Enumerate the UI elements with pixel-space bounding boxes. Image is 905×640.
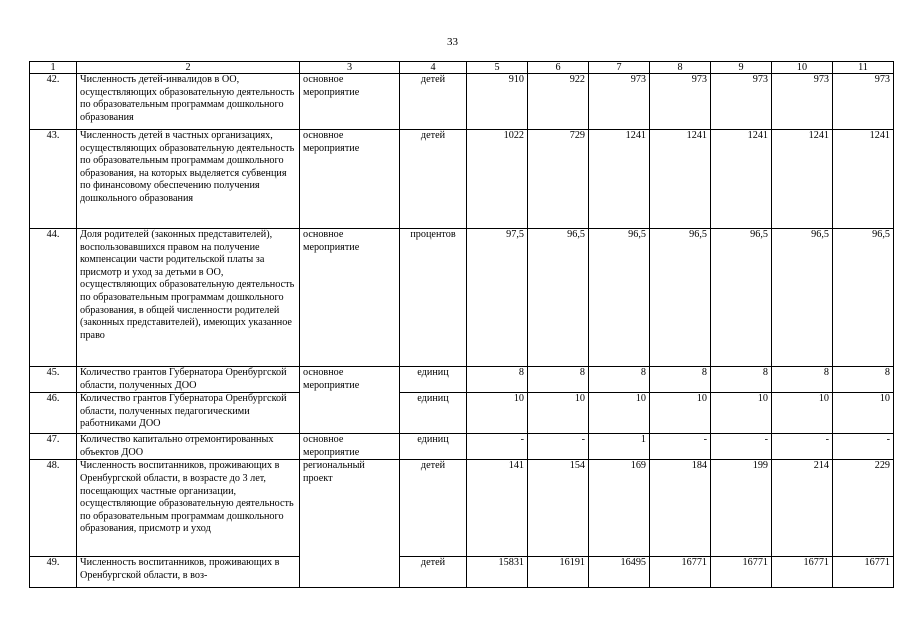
value-cell: 973	[711, 74, 772, 130]
activity-type: основное мероприятие	[300, 434, 400, 460]
value-cell: 96,5	[589, 229, 650, 367]
value-cell: 16771	[772, 557, 833, 588]
row-number: 47.	[30, 434, 77, 460]
table-row	[30, 229, 894, 367]
indicator-name: Количество грантов Губернатора Оренбургской области, полученных ДОО	[77, 367, 300, 393]
value-cell: 973	[833, 74, 894, 130]
indicator-name: Численность воспитанников, проживающих в Оренбургской области, в воз-	[77, 557, 300, 588]
value-cell: 97,5	[467, 229, 528, 367]
column-number: 8	[650, 62, 711, 74]
value-cell: 1241	[711, 130, 772, 229]
indicator-name: Доля родителей (законных представителей), воспользовавшихся правом на получение компенсации части родительской платы за присмотр и уход за детьми в ОО, осуществляющих образовательную деятельность по образовательным программам дошкольного образования, в общей численности родителей (законных представителей), имеющих указанное право	[77, 229, 300, 367]
value-cell: 214	[772, 460, 833, 557]
value-cell: -	[467, 434, 528, 460]
table-row	[30, 130, 894, 229]
value-cell: 922	[528, 74, 589, 130]
column-number: 4	[400, 62, 467, 74]
value-cell: 10	[833, 393, 894, 434]
unit: процентов	[400, 229, 467, 367]
table-row	[30, 557, 894, 588]
unit: единиц	[400, 367, 467, 393]
table-row	[30, 460, 894, 557]
column-number: 3	[300, 62, 400, 74]
unit: детей	[400, 557, 467, 588]
value-cell: 8	[650, 367, 711, 393]
value-cell: 16191	[528, 557, 589, 588]
value-cell: 973	[650, 74, 711, 130]
value-cell: 8	[467, 367, 528, 393]
value-cell: 10	[711, 393, 772, 434]
column-number: 5	[467, 62, 528, 74]
value-cell: 10	[467, 393, 528, 434]
table-row	[30, 393, 894, 434]
activity-type	[300, 557, 400, 588]
value-cell: 8	[711, 367, 772, 393]
value-cell: 1241	[833, 130, 894, 229]
value-cell: 8	[772, 367, 833, 393]
value-cell: 96,5	[650, 229, 711, 367]
value-cell: -	[650, 434, 711, 460]
value-cell: 1241	[589, 130, 650, 229]
activity-type: основное мероприятие	[300, 74, 400, 130]
row-number: 45.	[30, 367, 77, 393]
value-cell: 10	[772, 393, 833, 434]
activity-type: основное мероприятие	[300, 229, 400, 367]
value-cell: 1	[589, 434, 650, 460]
value-cell: 10	[589, 393, 650, 434]
column-number: 7	[589, 62, 650, 74]
value-cell: -	[772, 434, 833, 460]
row-number: 42.	[30, 74, 77, 130]
table-row	[30, 367, 894, 393]
page-number: 33	[447, 36, 458, 48]
column-number: 11	[833, 62, 894, 74]
value-cell: 16495	[589, 557, 650, 588]
value-cell: 15831	[467, 557, 528, 588]
row-number: 48.	[30, 460, 77, 557]
indicator-name: Количество капитально отремонтированных объектов ДОО	[77, 434, 300, 460]
value-cell: -	[528, 434, 589, 460]
activity-type: основное мероприятие	[300, 130, 400, 229]
unit: единиц	[400, 434, 467, 460]
value-cell: -	[711, 434, 772, 460]
indicator-name: Количество грантов Губернатора Оренбургской области, полученных педагогическими работниками ДОО	[77, 393, 300, 434]
value-cell: 96,5	[711, 229, 772, 367]
row-number: 43.	[30, 130, 77, 229]
value-cell: 16771	[650, 557, 711, 588]
column-number: 10	[772, 62, 833, 74]
value-cell: 16771	[833, 557, 894, 588]
column-number: 2	[77, 62, 300, 74]
value-cell: 973	[589, 74, 650, 130]
value-cell: 8	[589, 367, 650, 393]
column-number: 9	[711, 62, 772, 74]
value-cell: 229	[833, 460, 894, 557]
indicator-name: Численность воспитанников, проживающих в Оренбургской области, в возрасте до 3 лет, посещающих частные организации, осуществляющие образовательную деятельность по образовательным программам дошкольного образования, присмотр и уход	[77, 460, 300, 557]
row-number: 46.	[30, 393, 77, 434]
value-cell: 96,5	[772, 229, 833, 367]
table-row	[30, 434, 894, 460]
value-cell: 10	[528, 393, 589, 434]
value-cell: -	[833, 434, 894, 460]
unit: детей	[400, 130, 467, 229]
value-cell: 154	[528, 460, 589, 557]
value-cell: 141	[467, 460, 528, 557]
row-number: 44.	[30, 229, 77, 367]
value-cell: 910	[467, 74, 528, 130]
value-cell: 10	[650, 393, 711, 434]
unit: детей	[400, 460, 467, 557]
unit: детей	[400, 74, 467, 130]
value-cell: 729	[528, 130, 589, 229]
indicator-name: Численность детей в частных организациях, осуществляющих образовательную деятельность по образовательным программам дошкольного образования, на которых выделяется субвенция по финансовому обеспечению получения дошкольного образования	[77, 130, 300, 229]
value-cell: 8	[528, 367, 589, 393]
activity-type	[300, 393, 400, 434]
value-cell: 973	[772, 74, 833, 130]
activity-type: региональный проект	[300, 460, 400, 557]
value-cell: 1022	[467, 130, 528, 229]
value-cell: 16771	[711, 557, 772, 588]
column-number-row	[30, 62, 894, 74]
value-cell: 1241	[650, 130, 711, 229]
value-cell: 169	[589, 460, 650, 557]
indicator-name: Численность детей-инвалидов в ОО, осуществляющих образовательную деятельность по образовательным программам дошкольного образования	[77, 74, 300, 130]
value-cell: 199	[711, 460, 772, 557]
indicators-table	[29, 61, 894, 588]
value-cell: 8	[833, 367, 894, 393]
value-cell: 1241	[772, 130, 833, 229]
table-row	[30, 74, 894, 130]
column-number: 6	[528, 62, 589, 74]
value-cell: 96,5	[528, 229, 589, 367]
value-cell: 184	[650, 460, 711, 557]
value-cell: 96,5	[833, 229, 894, 367]
row-number: 49.	[30, 557, 77, 588]
unit: единиц	[400, 393, 467, 434]
activity-type: основное мероприятие	[300, 367, 400, 393]
column-number: 1	[30, 62, 77, 74]
